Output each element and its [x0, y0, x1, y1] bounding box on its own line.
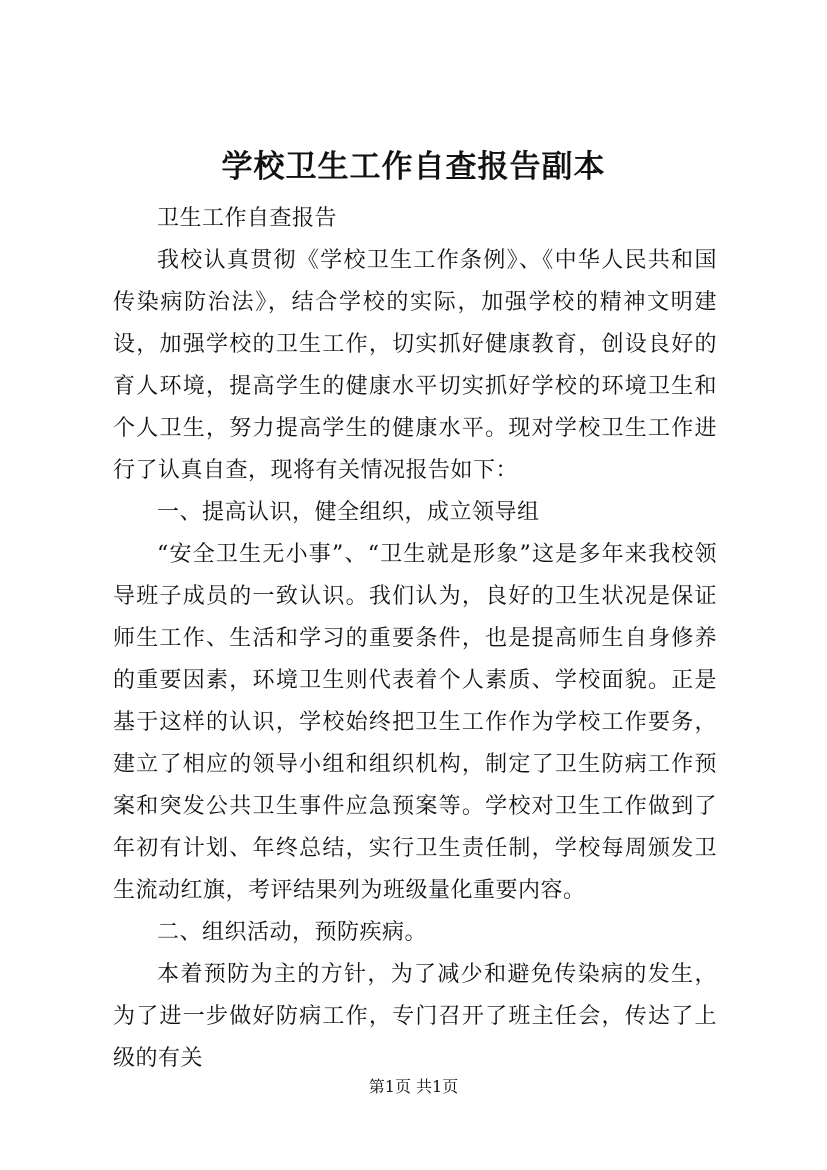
- paragraph-intro: 我校认真贯彻《学校卫生工作条例》、《中华人民共和国传染病防治法》，结合学校的实际，加强学校的精神文明建设，加强学校的卫生工作，切实抓好健康教育，创设良好的育人环境，提高学生的健康水平切实抓好学校的环境卫生和个人卫生，努力提高学生的健康水平。现对学校卫生工作进行了认真自查，现将有关情况报告如下：: [113, 248, 717, 483]
- document-title: 学校卫生工作自查报告副本: [221, 149, 606, 185]
- page-footer: 第1页 共1页: [368, 1077, 459, 1096]
- paragraph-section-1: “安全卫生无小事”、“卫生就是形象”这是多年来我校领导班子成员的一致认识。我们认为，良好的卫生状况是保证师生工作、生活和学习的重要条件，也是提高师生自身修养的重要因素，环境卫生则代表着个人素质、学校面貌。正是基于这样的认识，学校始终把卫生工作作为学校工作要务，建立了相应的领导小组和组织机构，制定了卫生防病工作预案和突发公共卫生事件应急预案等。学校对卫生工作做到了年初有计划、年终总结，实行卫生责任制，学校每周颁发卫生流动红旗，考评结果列为班级量化重要内容。: [113, 542, 717, 903]
- section-heading-1: 一、提高认识，健全组织，成立领导组: [157, 500, 540, 525]
- paragraph-section-2: 本着预防为主的方针，为了减少和避免传染病的发生，为了进一步做好防病工作，专门召开了班主任会，传达了上级的有关: [113, 962, 717, 1071]
- paragraph-subtitle: 卫生工作自查报告: [157, 206, 338, 231]
- document-body: [113, 198, 717, 1080]
- section-heading-2: 二、组织活动，预防疾病。: [157, 920, 428, 945]
